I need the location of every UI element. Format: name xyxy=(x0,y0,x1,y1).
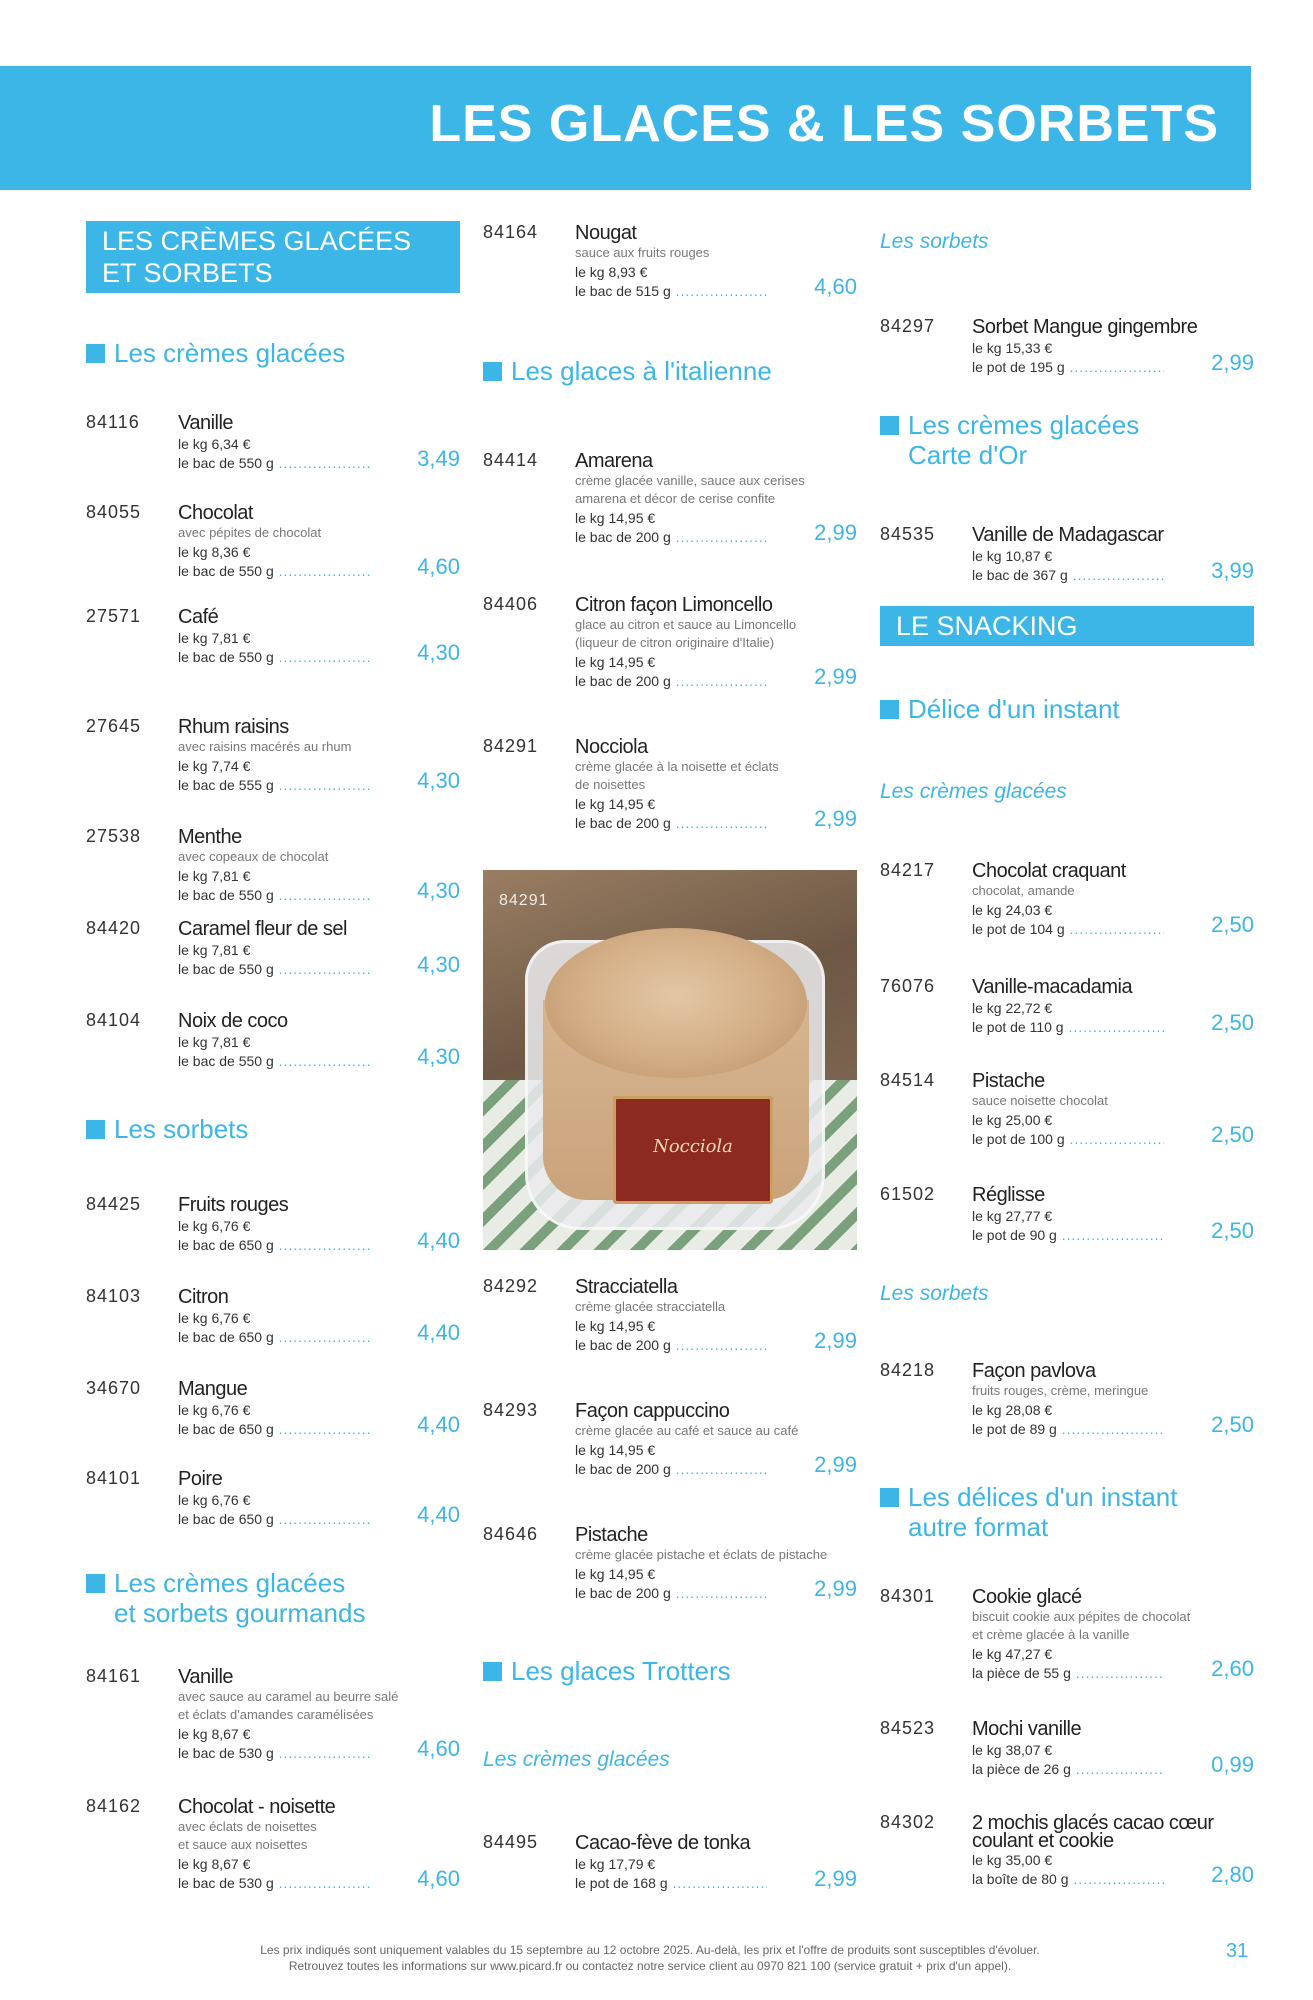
price-per-kg: le kg 8,36 € xyxy=(178,544,251,560)
product-name: Cookie glacé xyxy=(972,1586,1082,1608)
product-description-line: sauce noisette chocolat xyxy=(972,1093,1108,1108)
product-name: Façon pavlova xyxy=(972,1360,1096,1382)
price-per-kg: le kg 6,76 € xyxy=(178,1402,251,1418)
product-code: 34670 xyxy=(86,1378,142,1398)
product-code: 84161 xyxy=(86,1666,142,1686)
category-label-line: Les crèmes glacées xyxy=(880,780,1067,803)
package-size: le bac de 200 g ..... xyxy=(575,1337,767,1353)
product-code: 27538 xyxy=(86,826,142,846)
square-bullet-icon xyxy=(483,1662,502,1681)
product-description xyxy=(178,524,428,542)
category-label xyxy=(880,1282,989,1306)
subsection-header xyxy=(483,356,772,386)
square-bullet-icon xyxy=(880,700,899,719)
product-name: Chocolat - noisette xyxy=(178,1796,336,1818)
product-code: 84535 xyxy=(880,524,936,544)
square-bullet-icon xyxy=(880,416,899,435)
subsection-header-line: Les glaces Trotters xyxy=(511,1656,731,1686)
category-label xyxy=(483,1748,670,1772)
product-price: 4,40 xyxy=(417,1320,460,1345)
product-description-line: crème glacée pistache et éclats de pistache xyxy=(575,1547,828,1562)
product-price: 4,60 xyxy=(814,274,857,299)
product-price: 4,60 xyxy=(417,554,460,579)
price-per-kg: le kg 15,33 € xyxy=(972,340,1053,356)
product-description xyxy=(972,1382,1222,1400)
product-name: Citron façon Limoncello xyxy=(575,594,773,616)
product-price: 4,60 xyxy=(417,1866,460,1891)
price-per-kg: le kg 7,81 € xyxy=(178,630,251,646)
product-name: Café xyxy=(178,606,219,628)
product-code: 84291 xyxy=(483,736,539,756)
product-price: 2,99 xyxy=(814,1576,857,1601)
price-per-kg: le kg 6,76 € xyxy=(178,1218,251,1234)
category-label-line: Les sorbets xyxy=(880,230,989,253)
page-number: 31 xyxy=(1226,1940,1249,1962)
product-description-line: crème glacée au café et sauce au café xyxy=(575,1423,799,1438)
product-code: 84103 xyxy=(86,1286,142,1306)
product-description xyxy=(575,1422,825,1440)
product-code: 84293 xyxy=(483,1400,539,1420)
product-description-line: et crème glacée à la vanille xyxy=(972,1627,1130,1642)
package-size: le bac de 530 g ..... xyxy=(178,1875,370,1891)
product-description xyxy=(972,1092,1222,1110)
product-name: Noix de coco xyxy=(178,1010,288,1032)
package-size: le pot de 90 g ..... xyxy=(972,1227,1164,1243)
product-name-line-2: coulant et cookie xyxy=(972,1830,1114,1852)
product-price: 4,30 xyxy=(417,768,460,793)
package-size: le bac de 650 g ..... xyxy=(178,1511,370,1527)
tub-label-text: Nocciola xyxy=(653,1136,733,1157)
product-description-line: (liqueur de citron originaire d'Italie) xyxy=(575,635,775,650)
product-code: 84414 xyxy=(483,450,539,470)
product-code: 27645 xyxy=(86,716,142,736)
product-price: 4,40 xyxy=(417,1228,460,1253)
product-price: 4,30 xyxy=(417,1044,460,1069)
product-description-line: crème glacée à la noisette et éclats xyxy=(575,759,779,774)
subsection-header xyxy=(880,410,1139,470)
product-code: 84055 xyxy=(86,502,142,522)
price-per-kg: le kg 7,81 € xyxy=(178,1034,251,1050)
category-label xyxy=(880,230,989,254)
product-code: 61502 xyxy=(880,1184,936,1204)
ice-cream-surface xyxy=(545,928,807,1078)
package-size: le bac de 200 g ..... xyxy=(575,529,767,545)
product-code: 84495 xyxy=(483,1832,539,1852)
price-per-kg: le kg 17,79 € xyxy=(575,1856,656,1872)
package-size: le bac de 550 g ..... xyxy=(178,887,370,903)
price-per-kg: le kg 14,95 € xyxy=(575,1442,656,1458)
package-size: le bac de 650 g ..... xyxy=(178,1237,370,1253)
product-name: Menthe xyxy=(178,826,242,848)
price-per-kg: le kg 38,07 € xyxy=(972,1742,1053,1758)
product-name: Vanille de Madagascar xyxy=(972,524,1164,546)
product-description-line: de noisettes xyxy=(575,777,646,792)
product-name: Caramel fleur de sel xyxy=(178,918,347,940)
product-price: 2,99 xyxy=(814,520,857,545)
package-size: la boîte de 80 g ..... xyxy=(972,1871,1164,1887)
product-name: Pistache xyxy=(972,1070,1045,1092)
product-price: 2,50 xyxy=(1211,1412,1254,1437)
price-per-kg: le kg 8,93 € xyxy=(575,264,648,280)
price-per-kg: le kg 6,34 € xyxy=(178,436,251,452)
product-code: 84523 xyxy=(880,1718,936,1738)
package-size: le bac de 200 g ..... xyxy=(575,815,767,831)
price-per-kg: le kg 28,08 € xyxy=(972,1402,1053,1418)
price-per-kg: le kg 7,81 € xyxy=(178,942,251,958)
product-price: 4,30 xyxy=(417,952,460,977)
product-code: 84292 xyxy=(483,1276,539,1296)
product-price: 2,99 xyxy=(1211,350,1254,375)
product-price: 2,50 xyxy=(1211,912,1254,937)
product-code: 84104 xyxy=(86,1010,142,1030)
square-bullet-icon xyxy=(86,344,105,363)
subsection-header-line: Carte d'Or xyxy=(908,440,1028,470)
product-price: 2,99 xyxy=(814,1328,857,1353)
product-code: 84101 xyxy=(86,1468,142,1488)
package-size: le bac de 550 g ..... xyxy=(178,649,370,665)
product-description xyxy=(575,616,825,652)
product-price: 2,99 xyxy=(814,1452,857,1477)
square-bullet-icon xyxy=(483,362,502,381)
square-bullet-icon xyxy=(86,1120,105,1139)
product-price: 4,40 xyxy=(417,1412,460,1437)
package-size: le bac de 555 g ..... xyxy=(178,777,370,793)
product-price: 3,49 xyxy=(417,446,460,471)
price-per-kg: le kg 47,27 € xyxy=(972,1646,1053,1662)
product-price: 0,99 xyxy=(1211,1752,1254,1777)
product-code: 84301 xyxy=(880,1586,936,1606)
package-size: le bac de 200 g ..... xyxy=(575,673,767,689)
header-banner xyxy=(0,66,1251,190)
product-description-line: avec raisins macérés au rhum xyxy=(178,739,352,754)
section-header-line: ET SORBETS xyxy=(102,258,273,288)
product-description-line: et sauce aux noisettes xyxy=(178,1837,308,1852)
product-description xyxy=(972,1608,1222,1644)
product-price: 4,30 xyxy=(417,878,460,903)
product-price: 4,40 xyxy=(417,1502,460,1527)
product-name: Nocciola xyxy=(575,736,648,758)
package-size: le bac de 650 g ..... xyxy=(178,1421,370,1437)
product-code: 84218 xyxy=(880,1360,936,1380)
package-size: le bac de 367 g ..... xyxy=(972,567,1164,583)
product-name: Chocolat craquant xyxy=(972,860,1126,882)
price-per-kg: le kg 7,74 € xyxy=(178,758,251,774)
product-description-line: et éclats d'amandes caramélisées xyxy=(178,1707,374,1722)
product-description-line: crème glacée stracciatella xyxy=(575,1299,726,1314)
price-per-kg: le kg 22,72 € xyxy=(972,1000,1053,1016)
product-code: 84425 xyxy=(86,1194,142,1214)
product-description-line: avec éclats de noisettes xyxy=(178,1819,317,1834)
subsection-header-line: Les délices d'un instant xyxy=(908,1482,1178,1512)
price-per-kg: le kg 8,67 € xyxy=(178,1726,251,1742)
subsection-header xyxy=(483,1656,731,1686)
product-description xyxy=(972,882,1222,900)
product-price: 3,99 xyxy=(1211,558,1254,583)
package-size: le bac de 550 g ..... xyxy=(178,455,370,471)
package-size: le pot de 104 g ..... xyxy=(972,921,1164,937)
product-description-line: sauce aux fruits rouges xyxy=(575,245,710,260)
price-per-kg: le kg 14,95 € xyxy=(575,510,656,526)
product-price: 2,50 xyxy=(1211,1010,1254,1035)
product-name: Stracciatella xyxy=(575,1276,678,1298)
package-size: le bac de 515 g ..... xyxy=(575,283,767,299)
price-per-kg: le kg 8,67 € xyxy=(178,1856,251,1872)
section-header-line: LES CRÈMES GLACÉES xyxy=(102,226,412,256)
subsection-header xyxy=(86,338,345,368)
product-price: 2,50 xyxy=(1211,1218,1254,1243)
product-code: 84646 xyxy=(483,1524,539,1544)
product-description-line: glace au citron et sauce au Limoncello xyxy=(575,617,797,632)
package-size: le bac de 200 g ..... xyxy=(575,1461,767,1477)
product-name: Vanille xyxy=(178,412,234,434)
product-description-line: avec pépites de chocolat xyxy=(178,525,322,540)
product-name: Poire xyxy=(178,1468,223,1490)
subsection-header-line: Les crèmes glacées xyxy=(114,1568,346,1598)
product-price: 2,99 xyxy=(814,664,857,689)
package-size: le pot de 100 g ..... xyxy=(972,1131,1164,1147)
price-per-kg: le kg 14,95 € xyxy=(575,796,656,812)
subsection-header-line: Les crèmes glacées xyxy=(908,410,1140,440)
price-per-kg: le kg 14,95 € xyxy=(575,1318,656,1334)
section-header-line: LE SNACKING xyxy=(896,611,1078,641)
product-description-line: crème glacée vanille, sauce aux cerises xyxy=(575,473,805,488)
subsection-header xyxy=(86,1114,248,1144)
footer-line-2: Retrouvez toutes les informations sur www.picard.fr ou contactez notre service client au 0970 821 100 (service gratuit + prix d'un appel). xyxy=(288,1959,1012,1973)
product-code: 84406 xyxy=(483,594,539,614)
product-price: 2,60 xyxy=(1211,1656,1254,1681)
product-photo-nocciola xyxy=(483,870,857,1250)
product-code: 84302 xyxy=(880,1812,936,1832)
product-code: 27571 xyxy=(86,606,142,626)
package-size: la pièce de 26 g ..... xyxy=(972,1761,1164,1777)
product-name: 2 mochis glacés cacao cœur xyxy=(972,1812,1214,1834)
footer-line-1: Les prix indiqués sont uniquement valables du 15 septembre au 12 octobre 2025. Au-delà, les prix et l'offre de produits sont susceptibles d'évoluer. xyxy=(260,1943,1040,1957)
package-size: le bac de 550 g ..... xyxy=(178,961,370,977)
product-price: 2,99 xyxy=(814,1866,857,1891)
product-code: 84420 xyxy=(86,918,142,938)
price-per-kg: le kg 6,76 € xyxy=(178,1310,251,1326)
product-name: Mangue xyxy=(178,1378,248,1400)
product-name: Rhum raisins xyxy=(178,716,289,738)
product-description-line: amarena et décor de cerise confite xyxy=(575,491,776,506)
subsection-header-line: autre format xyxy=(908,1512,1049,1542)
product-price: 2,80 xyxy=(1211,1862,1254,1887)
product-description xyxy=(575,1298,825,1316)
product-name: Mochi vanille xyxy=(972,1718,1082,1740)
product-name: Chocolat xyxy=(178,502,253,524)
subsection-header-line: Les crèmes glacées xyxy=(114,338,346,368)
price-per-kg: le kg 6,76 € xyxy=(178,1492,251,1508)
product-name: Citron xyxy=(178,1286,229,1308)
product-price: 2,50 xyxy=(1211,1122,1254,1147)
product-name: Nougat xyxy=(575,222,637,244)
package-size: le bac de 550 g ..... xyxy=(178,1053,370,1069)
product-code: 84164 xyxy=(483,222,539,242)
price-per-kg: le kg 14,95 € xyxy=(575,654,656,670)
product-price: 2,99 xyxy=(814,806,857,831)
product-code: 84514 xyxy=(880,1070,936,1090)
product-name: Façon cappuccino xyxy=(575,1400,730,1422)
price-per-kg: le kg 35,00 € xyxy=(972,1852,1053,1868)
price-per-kg: le kg 27,77 € xyxy=(972,1208,1053,1224)
product-name: Amarena xyxy=(575,450,653,472)
product-description-line: biscuit cookie aux pépites de chocolat xyxy=(972,1609,1191,1624)
product-code: 84162 xyxy=(86,1796,142,1816)
price-per-kg: le kg 7,81 € xyxy=(178,868,251,884)
product-description xyxy=(575,472,825,508)
category-label xyxy=(880,780,1067,804)
product-description xyxy=(575,244,825,262)
package-size: le pot de 168 g ..... xyxy=(575,1875,767,1891)
price-per-kg: le kg 14,95 € xyxy=(575,1566,656,1582)
legal-footer xyxy=(150,1942,1150,1974)
subsection-header-line: Délice d'un instant xyxy=(908,694,1120,724)
category-label-line: Les sorbets xyxy=(880,1282,989,1305)
product-description-line: avec copeaux de chocolat xyxy=(178,849,329,864)
product-name: Fruits rouges xyxy=(178,1194,289,1216)
product-name: Sorbet Mangue gingembre xyxy=(972,316,1198,338)
product-description xyxy=(178,1688,428,1724)
product-description-line: chocolat, amande xyxy=(972,883,1075,898)
product-price: 4,60 xyxy=(417,1736,460,1761)
section-header-box xyxy=(86,221,460,293)
package-size: le bac de 200 g ..... xyxy=(575,1585,767,1601)
package-size: la pièce de 55 g ..... xyxy=(972,1665,1164,1681)
product-description-line: avec sauce au caramel au beurre salé xyxy=(178,1689,399,1704)
subsection-header-line: Les glaces à l'italienne xyxy=(511,356,772,386)
product-price: 4,30 xyxy=(417,640,460,665)
photo-code: 84291 xyxy=(499,892,549,909)
product-code: 84217 xyxy=(880,860,936,880)
product-description xyxy=(178,1818,428,1854)
product-description xyxy=(178,738,428,756)
subsection-header-line: Les sorbets xyxy=(114,1114,249,1144)
package-size: le pot de 195 g ..... xyxy=(972,359,1164,375)
square-bullet-icon xyxy=(86,1574,105,1593)
product-code: 76076 xyxy=(880,976,936,996)
product-description-line: fruits rouges, crème, meringue xyxy=(972,1383,1149,1398)
price-per-kg: le kg 25,00 € xyxy=(972,1112,1053,1128)
subsection-header xyxy=(880,694,1120,724)
package-size: le bac de 550 g ..... xyxy=(178,563,370,579)
product-code: 84116 xyxy=(86,412,140,432)
product-description xyxy=(575,758,825,794)
page-title: LES GLACES & LES SORBETS xyxy=(429,95,1219,153)
product-name: Vanille-macadamia xyxy=(972,976,1133,998)
subsection-header-line: et sorbets gourmands xyxy=(114,1598,366,1628)
product-code: 84297 xyxy=(880,316,936,336)
subsection-header xyxy=(880,1482,1177,1542)
category-label-line: Les crèmes glacées xyxy=(483,1748,670,1771)
package-size: le pot de 89 g ..... xyxy=(972,1421,1164,1437)
product-name: Réglisse xyxy=(972,1184,1045,1206)
package-size: le bac de 650 g ..... xyxy=(178,1329,370,1345)
square-bullet-icon xyxy=(880,1488,899,1507)
price-per-kg: le kg 10,87 € xyxy=(972,548,1053,564)
tub-label xyxy=(613,1096,773,1204)
product-description xyxy=(575,1546,828,1564)
product-name: Pistache xyxy=(575,1524,648,1546)
price-per-kg: le kg 24,03 € xyxy=(972,902,1053,918)
product-name: Vanille xyxy=(178,1666,234,1688)
package-size: le bac de 530 g ..... xyxy=(178,1745,370,1761)
product-name: Cacao-fève de tonka xyxy=(575,1832,751,1854)
product-description xyxy=(178,848,428,866)
package-size: le pot de 110 g ..... xyxy=(972,1019,1164,1035)
subsection-header xyxy=(86,1568,365,1628)
section-header-box xyxy=(880,606,1254,646)
